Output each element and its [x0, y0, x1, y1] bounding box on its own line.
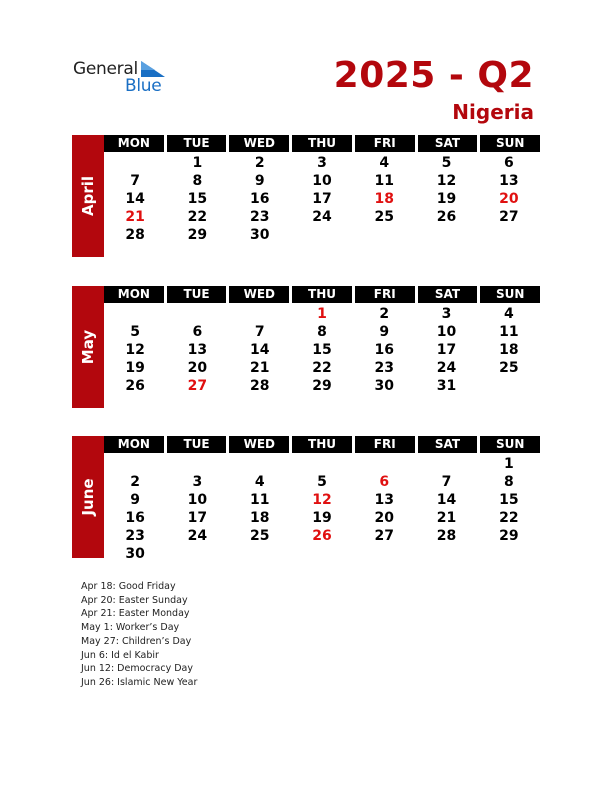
day-cell: 15: [312, 342, 332, 358]
day-cell: [291, 226, 353, 244]
holiday-day-cell: 1: [317, 306, 327, 322]
day-cell: 25: [249, 528, 270, 544]
day-cell: [166, 305, 228, 323]
day-cell: 17: [436, 342, 457, 358]
logo-text-blue: Blue: [125, 76, 162, 96]
day-cell: [104, 305, 166, 323]
week-row: [104, 208, 540, 226]
holiday-list-item: Apr 20: Easter Sunday: [81, 594, 188, 606]
day-cell: 19: [312, 510, 332, 526]
weekday-label: SAT: [418, 286, 478, 303]
weekday-header: [104, 135, 540, 152]
week-row: [104, 154, 540, 172]
day-grid: [104, 154, 540, 244]
day-cell: 20: [187, 360, 208, 376]
day-cell: 28: [436, 528, 457, 544]
day-grid: [104, 305, 540, 395]
holiday-list-item: Jun 12: Democracy Day: [81, 663, 193, 675]
day-cell: 4: [379, 155, 390, 171]
day-cell: [478, 545, 540, 563]
day-cell: [415, 455, 477, 473]
day-cell: 30: [125, 546, 145, 562]
weekday-label: FRI: [355, 286, 415, 303]
holiday-day-cell: 21: [125, 209, 145, 225]
holiday-day-cell: 20: [499, 191, 519, 207]
day-cell: 22: [499, 510, 519, 526]
day-cell: 13: [499, 173, 519, 189]
day-cell: 7: [254, 324, 265, 340]
weekday-label: FRI: [355, 436, 415, 453]
week-row: [104, 359, 540, 377]
day-cell: 2: [254, 155, 265, 171]
month-tab: [72, 436, 104, 558]
day-cell: 14: [249, 342, 270, 358]
day-cell: 20: [374, 510, 394, 526]
day-cell: 8: [317, 324, 327, 340]
weekday-label: SAT: [418, 436, 478, 453]
day-cell: 31: [436, 378, 457, 394]
week-row: [104, 473, 540, 491]
week-row: [104, 341, 540, 359]
day-cell: [166, 545, 228, 563]
brand-logo: [73, 59, 173, 95]
week-row: [104, 323, 540, 341]
holiday-list-item: May 27: Children’s Day: [81, 635, 192, 647]
month-name: June: [79, 478, 97, 516]
day-cell: 28: [125, 227, 145, 243]
day-cell: [229, 305, 291, 323]
month-tab: [72, 286, 104, 408]
day-cell: 9: [130, 492, 141, 508]
day-cell: 8: [192, 173, 203, 189]
day-cell: [229, 545, 291, 563]
day-cell: 18: [249, 510, 270, 526]
holiday-day-cell: 26: [312, 528, 332, 544]
day-cell: 7: [130, 173, 141, 189]
day-cell: [478, 377, 540, 395]
day-cell: 27: [374, 528, 394, 544]
day-cell: 3: [441, 306, 452, 322]
day-cell: [104, 455, 166, 473]
day-cell: [291, 545, 353, 563]
day-cell: 6: [503, 155, 514, 171]
day-cell: [353, 226, 415, 244]
day-cell: 12: [436, 173, 457, 189]
weekday-header: [104, 436, 540, 453]
day-cell: 12: [125, 342, 145, 358]
weekday-label: MON: [104, 135, 164, 152]
day-cell: 16: [249, 191, 270, 207]
page-title: 2025 - Q2: [333, 55, 534, 96]
day-cell: 1: [503, 456, 514, 472]
day-cell: 3: [317, 155, 327, 171]
day-cell: 30: [249, 227, 270, 243]
day-cell: 15: [499, 492, 519, 508]
week-row: [104, 305, 540, 323]
weekday-label: TUE: [167, 286, 227, 303]
day-cell: 4: [503, 306, 514, 322]
week-row: [104, 455, 540, 473]
day-cell: 23: [125, 528, 145, 544]
holiday-list-item: Jun 26: Islamic New Year: [81, 676, 198, 688]
day-cell: 29: [499, 528, 519, 544]
week-row: [104, 226, 540, 244]
weekday-header: [104, 286, 540, 303]
weekday-label: MON: [104, 286, 164, 303]
day-cell: 23: [249, 209, 270, 225]
day-cell: 14: [436, 492, 457, 508]
day-cell: 11: [249, 492, 270, 508]
day-cell: [353, 455, 415, 473]
day-cell: 22: [312, 360, 332, 376]
day-cell: [415, 226, 477, 244]
day-cell: 19: [436, 191, 457, 207]
weekday-label: FRI: [355, 135, 415, 152]
day-cell: 26: [125, 378, 145, 394]
weekday-label: WED: [229, 286, 289, 303]
day-cell: 29: [312, 378, 332, 394]
day-cell: 9: [379, 324, 390, 340]
day-cell: 17: [187, 510, 208, 526]
day-cell: 21: [249, 360, 270, 376]
day-cell: 10: [436, 324, 457, 340]
holiday-list-item: May 1: Worker’s Day: [81, 622, 180, 634]
weekday-label: WED: [229, 436, 289, 453]
day-cell: 29: [187, 227, 208, 243]
day-cell: 5: [441, 155, 452, 171]
day-cell: 10: [187, 492, 208, 508]
day-cell: 2: [379, 306, 390, 322]
weekday-label: TUE: [167, 436, 227, 453]
weekday-label: SAT: [418, 135, 478, 152]
day-cell: 24: [187, 528, 208, 544]
day-cell: 10: [312, 173, 332, 189]
holiday-day-cell: 6: [379, 474, 390, 490]
month-tab: [72, 135, 104, 257]
day-cell: 13: [187, 342, 208, 358]
week-row: [104, 527, 540, 545]
day-cell: [291, 455, 353, 473]
week-row: [104, 172, 540, 190]
day-cell: 24: [312, 209, 332, 225]
weekday-label: SUN: [480, 135, 540, 152]
day-cell: 4: [254, 474, 265, 490]
day-cell: 30: [374, 378, 394, 394]
day-cell: 6: [192, 324, 203, 340]
day-cell: 16: [374, 342, 394, 358]
weekday-label: WED: [229, 135, 289, 152]
day-cell: 25: [499, 360, 519, 376]
day-cell: [415, 545, 477, 563]
day-cell: 3: [192, 474, 203, 490]
day-cell: 17: [312, 191, 332, 207]
weekday-label: SUN: [480, 436, 540, 453]
day-cell: 18: [499, 342, 519, 358]
week-row: [104, 377, 540, 395]
holiday-day-cell: 12: [312, 492, 332, 508]
holiday-list-item: Apr 18: Good Friday: [81, 581, 176, 592]
holiday-list-item: Apr 21: Easter Monday: [81, 608, 190, 620]
day-cell: [478, 226, 540, 244]
logo-text-general: General: [73, 59, 138, 79]
weekday-label: TUE: [167, 135, 227, 152]
day-cell: 8: [503, 474, 514, 490]
day-cell: 23: [374, 360, 394, 376]
week-row: [104, 545, 540, 563]
day-cell: 21: [436, 510, 457, 526]
holiday-list-item: Jun 6: Id el Kabir: [81, 649, 159, 661]
holiday-list: [81, 580, 197, 690]
weekday-label: THU: [292, 135, 352, 152]
day-cell: 14: [125, 191, 145, 207]
day-grid: [104, 455, 540, 563]
day-cell: 11: [499, 324, 519, 340]
weekday-label: MON: [104, 436, 164, 453]
holiday-day-cell: 27: [187, 378, 208, 394]
day-cell: 5: [317, 474, 327, 490]
day-cell: 15: [187, 191, 208, 207]
day-cell: 26: [436, 209, 457, 225]
day-cell: 13: [374, 492, 394, 508]
weekday-label: THU: [292, 286, 352, 303]
month-name: May: [79, 329, 97, 365]
day-cell: [353, 545, 415, 563]
holiday-day-cell: 18: [374, 191, 394, 207]
day-cell: [104, 154, 166, 172]
day-cell: 2: [130, 474, 141, 490]
day-cell: 27: [499, 209, 519, 225]
day-cell: 1: [192, 155, 203, 171]
day-cell: 9: [254, 173, 265, 189]
day-cell: 16: [125, 510, 145, 526]
day-cell: 24: [436, 360, 457, 376]
day-cell: 7: [441, 474, 452, 490]
day-cell: 22: [187, 209, 208, 225]
week-row: [104, 491, 540, 509]
weekday-label: SUN: [480, 286, 540, 303]
day-cell: 25: [374, 209, 394, 225]
day-cell: [229, 455, 291, 473]
week-row: [104, 509, 540, 527]
day-cell: 19: [125, 360, 145, 376]
day-cell: [166, 455, 228, 473]
month-name: April: [79, 175, 97, 217]
week-row: [104, 190, 540, 208]
logo-flag-icon: [141, 61, 165, 77]
day-cell: 11: [374, 173, 394, 189]
day-cell: 5: [130, 324, 141, 340]
country-name: Nigeria: [452, 100, 534, 124]
weekday-label: THU: [292, 436, 352, 453]
day-cell: 28: [249, 378, 270, 394]
